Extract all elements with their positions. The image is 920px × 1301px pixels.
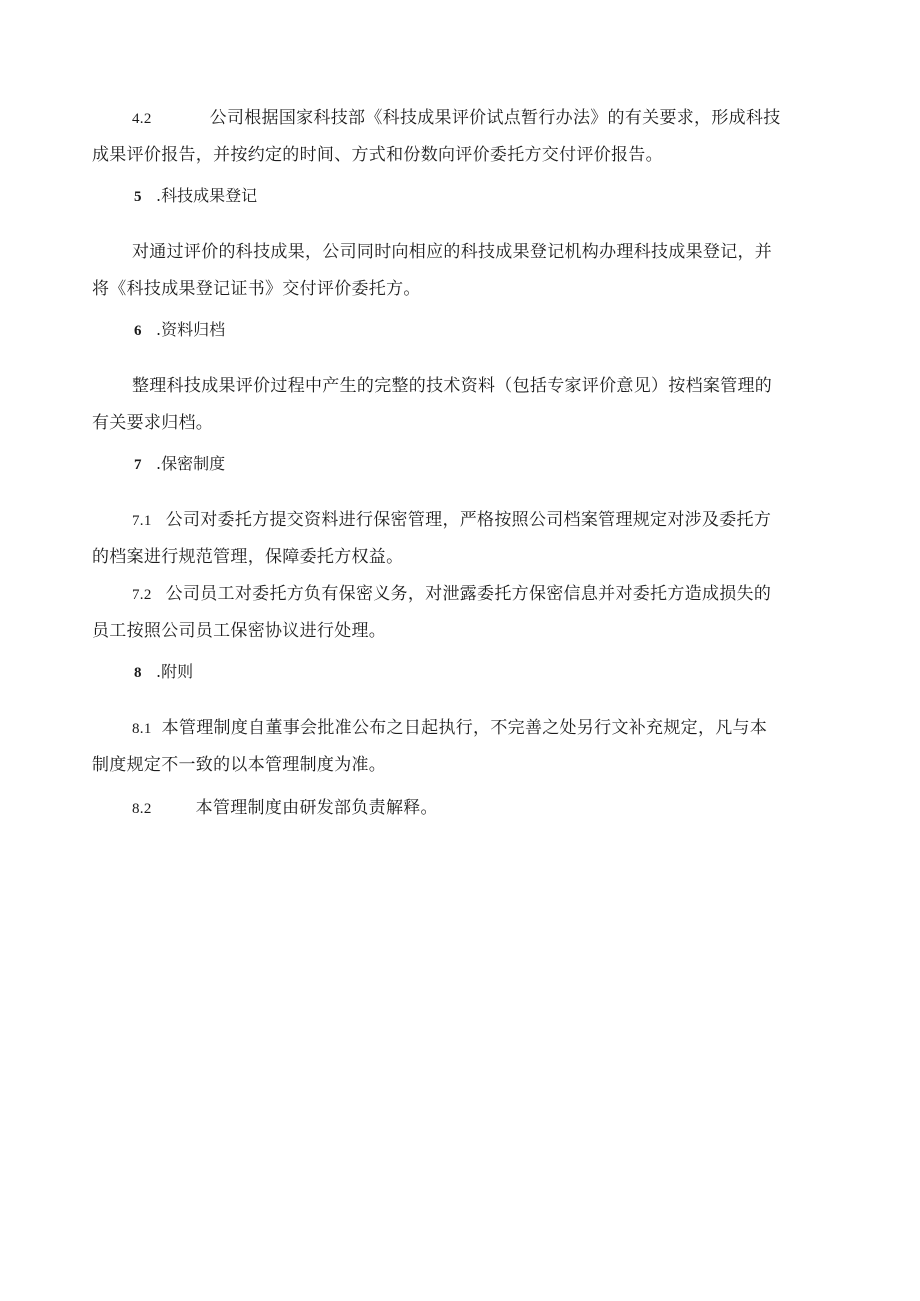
- section-heading-6: [134, 318, 225, 343]
- heading-title: .附则: [156, 662, 194, 681]
- heading-number: 5: [134, 189, 142, 205]
- section-heading-5: [134, 184, 257, 209]
- clause-text: 本管理制度由研发部负责解释。: [195, 798, 438, 818]
- clause-text: 本管理制度自董事会批准公布之日起执行，不完善之处另行文补充规定，凡与本: [161, 718, 768, 738]
- heading-number: 7: [134, 457, 142, 473]
- heading-title: .保密制度: [156, 454, 226, 473]
- clause-8-2-line1: [132, 796, 438, 821]
- clause-8-1-line2: 制度规定不一致的以本管理制度为准。: [92, 755, 387, 775]
- heading-number: 8: [134, 665, 142, 681]
- clause-number: 4.2: [132, 111, 152, 127]
- heading-number: 6: [134, 323, 142, 339]
- section-heading-7: [134, 452, 225, 477]
- clause-4-2-line1: [132, 106, 781, 131]
- clause-number: 8.2: [132, 801, 152, 817]
- heading-title: .资料归档: [156, 320, 226, 339]
- clause-text: 公司员工对委托方负有保密义务，对泄露委托方保密信息并对委托方造成损失的: [165, 584, 772, 604]
- clause-text: 公司根据国家科技部《科技成果评价试点暂行办法》的有关要求，形成科技: [209, 108, 781, 128]
- paragraph-5-line2: 将《科技成果登记证书》交付评价委托方。: [92, 279, 421, 299]
- clause-7-1-line2: 的档案进行规范管理，保障委托方权益。: [92, 547, 404, 567]
- clause-number: 8.1: [132, 721, 152, 737]
- clause-8-1-line1: [132, 716, 767, 741]
- clause-number: 7.2: [132, 587, 152, 603]
- clause-7-2-line2: 员工按照公司员工保密协议进行处理。: [92, 621, 387, 641]
- clause-text: 公司对委托方提交资料进行保密管理，严格按照公司档案管理规定对涉及委托方: [165, 510, 772, 530]
- paragraph-6-line1: 整理科技成果评价过程中产生的完整的技术资料（包括专家评价意见）按档案管理的: [132, 376, 773, 396]
- heading-title: .科技成果登记: [156, 186, 258, 205]
- clause-4-2-line2: 成果评价报告，并按约定的时间、方式和份数向评价委托方交付评价报告。: [92, 145, 663, 165]
- clause-number: 7.1: [132, 513, 152, 529]
- paragraph-6-line2: 有关要求归档。: [92, 413, 214, 433]
- section-heading-8: [134, 660, 193, 685]
- clause-7-1-line1: [132, 508, 771, 533]
- paragraph-5-line1: 对通过评价的科技成果，公司同时向相应的科技成果登记机构办理科技成果登记，并: [132, 242, 773, 262]
- clause-7-2-line1: [132, 582, 771, 607]
